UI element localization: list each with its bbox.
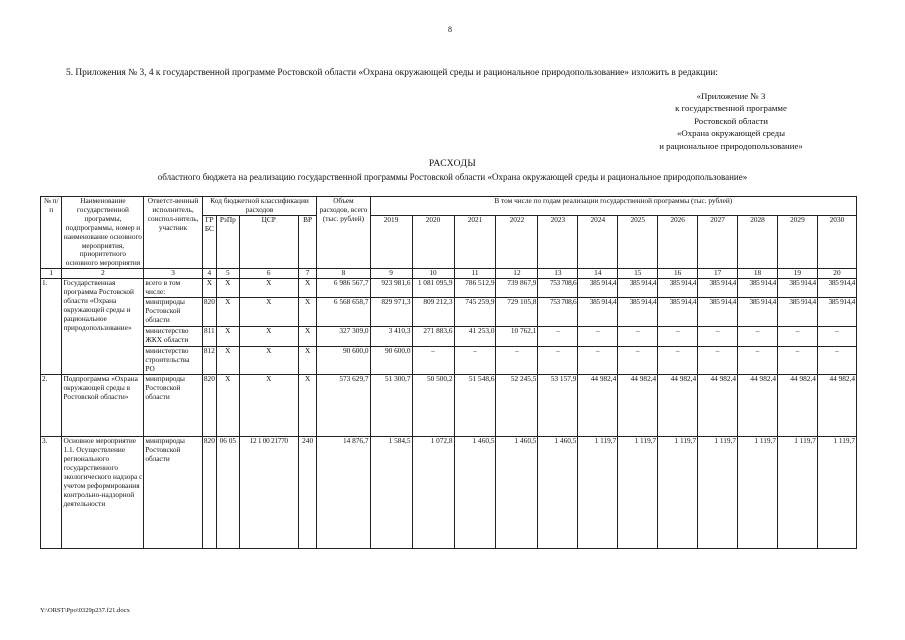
row-num: 2. <box>41 375 62 437</box>
row-grbs: 820 <box>202 437 216 549</box>
appendix-line: к государственной программе <box>675 103 787 114</box>
row-value: 729 105,8 <box>496 298 538 327</box>
header-year: 2026 <box>658 215 698 268</box>
row-executor: минприроды Ростовской области <box>144 375 202 437</box>
row-vr: X <box>298 279 316 298</box>
row-grbs: 820 <box>202 375 216 437</box>
col-number: 6 <box>239 269 298 279</box>
table-row <box>41 327 857 347</box>
col-number: 8 <box>317 269 370 279</box>
row-value: 753 708,6 <box>538 298 578 327</box>
row-csr: X <box>239 347 298 375</box>
col-number: 7 <box>298 269 316 279</box>
row-rzpr: 06 05 <box>217 437 240 549</box>
row-csr: X <box>239 327 298 347</box>
row-value: 1 460,5 <box>496 437 538 549</box>
row-value: 385 914,4 <box>698 298 738 327</box>
col-number: 4 <box>202 269 216 279</box>
header-year: 2024 <box>578 215 618 268</box>
header-rzpr: РзПр <box>217 215 240 268</box>
row-value: – <box>738 327 778 347</box>
col-number: 11 <box>454 269 496 279</box>
row-vr: X <box>298 327 316 347</box>
row-grbs: 811 <box>202 327 216 347</box>
row-grbs: 812 <box>202 347 216 375</box>
row-value: 385 914,4 <box>698 279 738 298</box>
page-number: 8 <box>448 25 452 34</box>
row-rzpr: X <box>217 375 240 437</box>
header-grbs: ГР БС <box>202 215 216 268</box>
row-value: 44 982,4 <box>817 375 856 437</box>
row-value: 1 119,7 <box>817 437 856 549</box>
document-title: РАСХОДЫ <box>428 158 477 169</box>
header-year: 2025 <box>618 215 658 268</box>
header-year: 2019 <box>370 215 412 268</box>
row-executor: всего в том числе: <box>144 279 202 298</box>
row-num: 3. <box>41 437 62 549</box>
row-value: – <box>658 327 698 347</box>
row-value: – <box>698 347 738 375</box>
row-total: 327 309,0 <box>317 327 370 347</box>
appendix-caption <box>611 90 851 152</box>
row-value: 385 914,4 <box>777 298 817 327</box>
expenses-table <box>40 196 857 549</box>
file-path-footer: Y:\ORST\Ppo\0329p237.f21.docx <box>40 607 130 614</box>
row-value: 745 259,9 <box>454 298 496 327</box>
row-value: 1 072,8 <box>412 437 454 549</box>
row-name: Основное мероприятие 1.1. Осуществление регионального государственного экологического надзора с учетом реформирования контрольно-надзорной деятельности <box>62 437 144 549</box>
header-year: 2028 <box>738 215 778 268</box>
header-years-group: В том числе по годам реализации государственной программы (тыс. рублей) <box>370 197 856 216</box>
header-year: 2030 <box>817 215 856 268</box>
row-value: 923 981,6 <box>370 279 412 298</box>
row-value: 44 982,4 <box>618 375 658 437</box>
header-total: Объем расходов, всего (тыс. рублей) <box>317 197 370 269</box>
col-number: 18 <box>738 269 778 279</box>
intro-text: 5. Приложения № 3, 4 к государственной программе Ростовской области «Охрана окружающей среды и рациональное природопользование» изложить в редакции: <box>66 68 719 78</box>
row-value: 1 119,7 <box>658 437 698 549</box>
row-value: 51 548,6 <box>454 375 496 437</box>
header-budget-code: Код бюджетной классификации расходов <box>202 197 317 216</box>
table-row <box>41 437 857 549</box>
row-value: 1 119,7 <box>777 437 817 549</box>
row-vr: X <box>298 347 316 375</box>
row-rzpr: X <box>217 279 240 298</box>
table-row <box>41 298 857 327</box>
row-value: 10 762,1 <box>496 327 538 347</box>
col-number: 17 <box>698 269 738 279</box>
row-csr: X <box>239 375 298 437</box>
row-value: 53 157,9 <box>538 375 578 437</box>
table-row <box>41 347 857 375</box>
row-value: 41 253,0 <box>454 327 496 347</box>
row-csr: X <box>239 298 298 327</box>
row-value: 786 512,9 <box>454 279 496 298</box>
row-value: 385 914,4 <box>658 298 698 327</box>
col-number: 2 <box>62 269 144 279</box>
row-grbs: X <box>202 279 216 298</box>
row-value: 52 245,5 <box>496 375 538 437</box>
row-value: 44 982,4 <box>738 375 778 437</box>
row-value: 385 914,4 <box>817 298 856 327</box>
row-csr: X <box>239 279 298 298</box>
header-num: № п/п <box>41 197 62 269</box>
row-value: 385 914,4 <box>578 279 618 298</box>
row-value: – <box>454 347 496 375</box>
row-name: Государственная программа Ростовской области «Охрана окружающей среды и рациональное природопользование» <box>62 279 144 375</box>
col-number: 1 <box>41 269 62 279</box>
row-value: – <box>538 327 578 347</box>
header-year: 2020 <box>412 215 454 268</box>
row-value: 385 914,4 <box>738 298 778 327</box>
row-total: 573 629,7 <box>317 375 370 437</box>
header-year: 2021 <box>454 215 496 268</box>
appendix-line: «Приложение № 3 <box>696 91 766 101</box>
col-number: 5 <box>217 269 240 279</box>
row-value: – <box>578 327 618 347</box>
row-value: 90 600,0 <box>370 347 412 375</box>
row-total: 6 986 567,7 <box>317 279 370 298</box>
document-subtitle: областного бюджета на реализацию государственной программы Ростовской области «Охрана окружающей среды и рациональное природопользование» <box>157 172 748 182</box>
row-value: 1 584,5 <box>370 437 412 549</box>
row-vr: X <box>298 375 316 437</box>
col-number: 9 <box>370 269 412 279</box>
row-value: 1 119,7 <box>578 437 618 549</box>
row-value: – <box>496 347 538 375</box>
row-vr: X <box>298 298 316 327</box>
row-value: – <box>618 327 658 347</box>
row-value: 44 982,4 <box>777 375 817 437</box>
row-value: – <box>618 347 658 375</box>
row-value: 385 914,4 <box>817 279 856 298</box>
header-year: 2027 <box>698 215 738 268</box>
col-number: 3 <box>144 269 202 279</box>
row-value: 1 119,7 <box>618 437 658 549</box>
col-number: 14 <box>578 269 618 279</box>
row-value: 385 914,4 <box>738 279 778 298</box>
appendix-line: «Охрана окружающей среды <box>676 128 786 139</box>
row-value: 385 914,4 <box>658 279 698 298</box>
row-executor: министерство строительства РО <box>144 347 202 375</box>
row-rzpr: X <box>217 347 240 375</box>
header-csr: ЦСР <box>239 215 298 268</box>
row-value: – <box>777 347 817 375</box>
row-executor: министерство ЖКХ области <box>144 327 202 347</box>
row-csr: 12 1 00 21770 <box>239 437 298 549</box>
row-value: 51 300,7 <box>370 375 412 437</box>
row-value: – <box>698 327 738 347</box>
table-header-row <box>41 197 857 216</box>
appendix-line: Ростовской области <box>694 115 768 126</box>
row-value: 1 460,5 <box>454 437 496 549</box>
row-value: 3 410,3 <box>370 327 412 347</box>
row-value: 385 914,4 <box>618 298 658 327</box>
row-name: Подпрограмма «Охрана окружающей среды в Ростовской области» <box>62 375 144 437</box>
row-executor: минприроды Ростовской области <box>144 298 202 327</box>
table-row <box>41 279 857 298</box>
row-value: 385 914,4 <box>578 298 618 327</box>
col-number: 19 <box>777 269 817 279</box>
table-row <box>41 375 857 437</box>
row-vr: 240 <box>298 437 316 549</box>
row-num: 1. <box>41 279 62 375</box>
col-number: 10 <box>412 269 454 279</box>
col-number: 20 <box>817 269 856 279</box>
row-total: 90 600,0 <box>317 347 370 375</box>
row-value: – <box>817 327 856 347</box>
header-executor: Ответст-венный исполнитель, соиспол-нитель, участник <box>144 197 202 269</box>
row-rzpr: X <box>217 298 240 327</box>
row-value: 50 500,2 <box>412 375 454 437</box>
header-year: 2022 <box>496 215 538 268</box>
header-vr: ВР <box>298 215 316 268</box>
row-value: 271 883,6 <box>412 327 454 347</box>
row-value: – <box>738 347 778 375</box>
row-value: – <box>578 347 618 375</box>
row-executor: минприроды Ростовской области <box>144 437 202 549</box>
row-value: 44 982,4 <box>578 375 618 437</box>
row-total: 14 876,7 <box>317 437 370 549</box>
row-value: 385 914,4 <box>777 279 817 298</box>
row-rzpr: X <box>217 327 240 347</box>
row-value: 829 971,3 <box>370 298 412 327</box>
row-value: 809 212,3 <box>412 298 454 327</box>
col-number: 13 <box>538 269 578 279</box>
row-value: – <box>777 327 817 347</box>
row-value: 1 119,7 <box>738 437 778 549</box>
row-value: 44 982,4 <box>698 375 738 437</box>
row-value: 1 460,5 <box>538 437 578 549</box>
row-value: 385 914,4 <box>618 279 658 298</box>
row-value: 753 708,6 <box>538 279 578 298</box>
header-name: Наименование государственной программы, подпрограммы, номер и наименование основного мероприятия, приоритетного основного мероприятия <box>63 196 142 268</box>
row-value: – <box>817 347 856 375</box>
row-value: – <box>658 347 698 375</box>
row-value: 739 867,9 <box>496 279 538 298</box>
col-number: 15 <box>618 269 658 279</box>
row-total: 6 568 658,7 <box>317 298 370 327</box>
row-value: 1 119,7 <box>698 437 738 549</box>
row-grbs: 820 <box>202 298 216 327</box>
row-value: 1 081 095,9 <box>412 279 454 298</box>
row-value: 44 982,4 <box>658 375 698 437</box>
header-year: 2023 <box>538 215 578 268</box>
row-value: – <box>412 347 454 375</box>
header-year: 2029 <box>777 215 817 268</box>
col-number: 16 <box>658 269 698 279</box>
appendix-line: и рациональное природопользование» <box>659 140 803 151</box>
column-number-row <box>41 269 857 279</box>
col-number: 12 <box>496 269 538 279</box>
row-value: – <box>538 347 578 375</box>
